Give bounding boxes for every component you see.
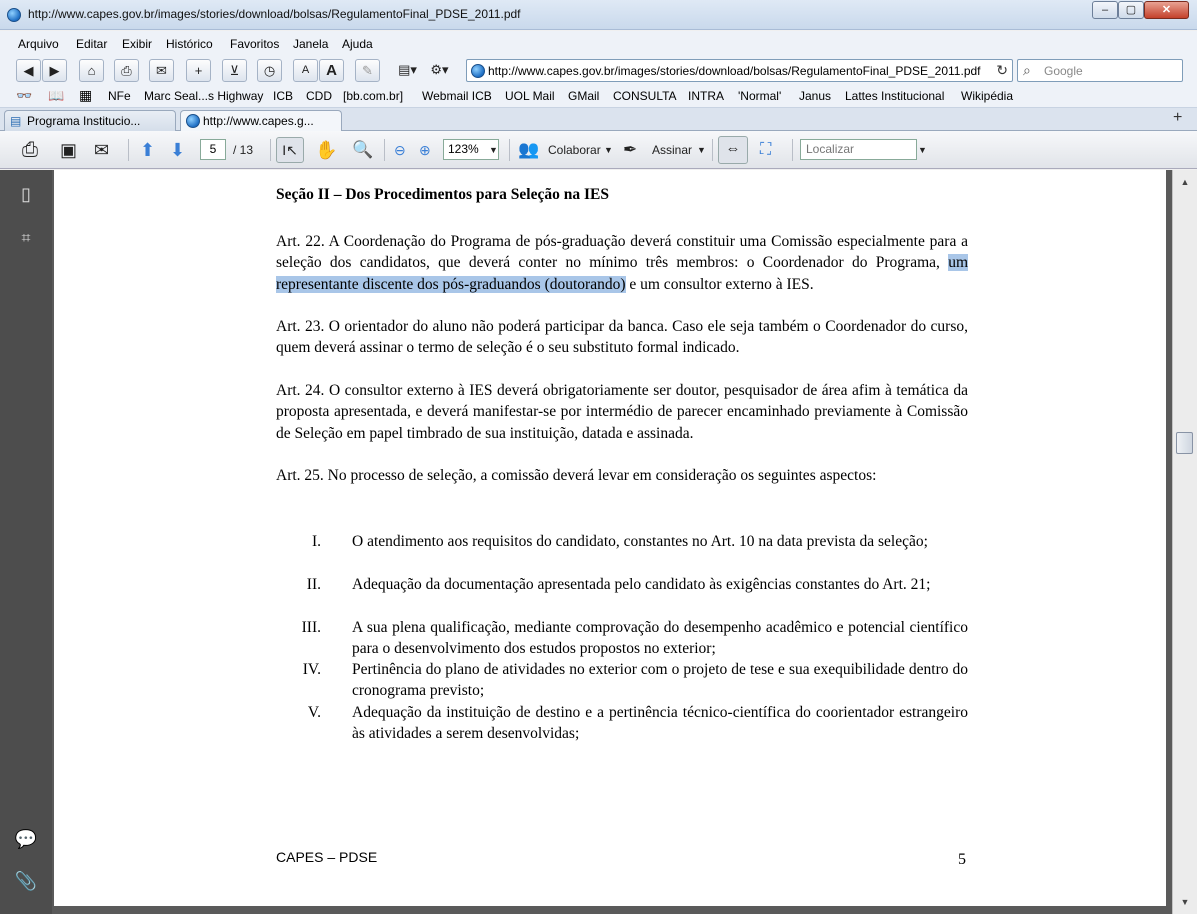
close-button[interactable]: ✕ — [1144, 1, 1189, 19]
article-22 — [276, 231, 968, 295]
bookmark-cdd[interactable]: CDD — [306, 89, 332, 103]
bookmark-webmail-icb[interactable]: Webmail ICB — [422, 89, 492, 103]
history-button[interactable] — [257, 59, 282, 82]
bookmark-button[interactable] — [222, 59, 247, 82]
grid-icon[interactable]: ▦ — [79, 87, 93, 103]
collaborate-dropdown-icon[interactable]: ▼ — [604, 145, 613, 155]
menu-favoritos[interactable]: Favoritos — [230, 37, 280, 51]
pdf-print-icon[interactable]: ⎙ — [22, 139, 38, 161]
mail-button[interactable] — [149, 59, 174, 82]
pdf-email-icon[interactable]: ✉ — [94, 140, 110, 160]
bookmark-intra[interactable]: INTRA — [688, 89, 724, 103]
bookmark-janus[interactable]: Janus — [799, 89, 832, 103]
mail-icon: ✉ — [156, 63, 167, 78]
bookmark-normal[interactable]: 'Normal' — [738, 89, 782, 103]
bookmarks-bar — [0, 86, 1197, 108]
print-button[interactable] — [114, 59, 139, 82]
scroll-up-icon[interactable]: ▲ — [1180, 177, 1190, 187]
menu-ajuda[interactable]: Ajuda — [342, 37, 373, 51]
find-input[interactable] — [800, 139, 917, 160]
search-input[interactable] — [1017, 59, 1183, 82]
previous-page-icon[interactable]: ⬆ — [140, 140, 156, 160]
tab-label: http://www.capes.g... — [203, 114, 314, 128]
bookmark-gmail[interactable]: GMail — [568, 89, 600, 103]
site-favicon-icon — [186, 114, 200, 128]
page-favicon-icon: ▤ — [10, 114, 22, 128]
pdf-sidebar — [0, 170, 52, 914]
menu-bar — [0, 31, 1197, 55]
book-icon[interactable]: 📖 — [48, 88, 65, 103]
bookmarks-panel-icon[interactable]: ⌗ — [21, 230, 31, 247]
tab-programa-institucional[interactable] — [4, 110, 176, 131]
marquee-zoom-icon[interactable]: 🔍 — [352, 140, 374, 159]
search-placeholder: Google — [1044, 64, 1083, 78]
collaborate-button[interactable]: Colaborar — [548, 143, 601, 157]
zoom-out-icon[interactable]: ⊖ — [394, 142, 406, 158]
bookmark-uol-mail[interactable]: UOL Mail — [505, 89, 555, 103]
zoom-value: 123% — [448, 142, 479, 156]
sign-dropdown-icon[interactable]: ▼ — [697, 145, 706, 155]
total-pages: / 13 — [233, 143, 254, 157]
home-button[interactable] — [79, 59, 104, 82]
scroll-down-icon[interactable]: ▼ — [1180, 897, 1190, 907]
list-item-text: Pertinência do plano de atividades no exterior com o projeto de tese e sua exequibilidade dentro do cronograma previsto; — [352, 661, 968, 700]
reload-icon[interactable]: ↻ — [996, 62, 1008, 78]
zoom-in-icon[interactable]: ⊕ — [419, 142, 431, 158]
window-title: http://www.capes.gov.br/images/stories/download/bolsas/RegulamentoFinal_PDSE_2011.pdf — [28, 7, 521, 21]
article-24: Art. 24. O consultor externo à IES deverá obrigatoriamente ser doutor, pesquisador de área afim à temática da proposta apresentada, e deverá manifestar-se por intermédio de parecer encaminhado previamente à Comissão de Seleção em papel timbrado de sua instituição, datada e assinada. — [276, 382, 968, 442]
zoom-dropdown-icon[interactable]: ▼ — [489, 145, 498, 155]
page-menu-button[interactable] — [395, 59, 420, 82]
bookmark-lattes[interactable]: Lattes Institucional — [845, 89, 945, 103]
page-icon: ▤▾ — [398, 62, 417, 77]
text-larger-button[interactable] — [319, 59, 344, 82]
find-dropdown-icon[interactable]: ▼ — [918, 145, 927, 155]
page-footer-number: 5 — [958, 851, 966, 868]
text-large-icon: A — [326, 62, 337, 79]
bookmark-tray-icon: ⊻ — [229, 63, 240, 78]
fit-width-icon[interactable]: ⇔ — [718, 136, 748, 164]
minimize-button[interactable]: ‒ — [1092, 1, 1118, 19]
sign-button[interactable]: Assinar — [652, 143, 693, 157]
list-item-number: I. — [311, 533, 321, 550]
article-22-text-end: e um consultor externo à IES. — [625, 275, 814, 293]
attachments-panel-icon[interactable]: 📎 — [14, 871, 38, 891]
scroll-thumb[interactable] — [1176, 432, 1193, 454]
forward-button[interactable] — [42, 59, 67, 82]
list-item-number: III. — [301, 619, 321, 636]
browser-icon — [7, 8, 21, 22]
find-placeholder: Localizar — [806, 142, 855, 156]
tab-label: Programa Institucio... — [27, 114, 141, 128]
tab-capes[interactable] — [180, 110, 342, 131]
page-footer-label: CAPES – PDSE — [276, 849, 378, 865]
menu-exibir[interactable]: Exibir — [122, 37, 153, 51]
url-text: http://www.capes.gov.br/images/stories/download/bolsas/RegulamentoFinal_PDSE_2011.pdf — [488, 64, 981, 78]
list-item-number: IV. — [302, 661, 321, 678]
tab-bar — [0, 108, 1197, 131]
bookmark-bb[interactable]: [bb.com.br] — [343, 89, 404, 103]
selected-text[interactable]: um representante discente dos pós-graduandos (doutorando) — [276, 254, 968, 293]
list-item-text: Adequação da instituição de destino e a pertinência técnico-científica do coorientador estrangeiro às atividades a serem desenvolvidas; — [352, 704, 968, 743]
list-item-number: V. — [307, 704, 321, 721]
pages-panel-icon[interactable]: ▯ — [21, 184, 31, 204]
maximize-button[interactable]: ▢ — [1118, 1, 1144, 19]
sign-pen-icon: ✒ — [623, 140, 638, 159]
reading-glasses-icon[interactable]: 👓 — [16, 88, 33, 103]
bookmark-icb[interactable]: ICB — [273, 89, 294, 103]
gear-icon: ⚙▾ — [430, 62, 449, 77]
new-tab-plus-icon[interactable]: + — [1173, 109, 1183, 126]
settings-button[interactable] — [427, 59, 452, 82]
back-arrow-icon: ◀ — [23, 63, 34, 78]
comments-panel-icon[interactable]: 💬 — [14, 829, 38, 849]
vertical-scrollbar[interactable] — [1172, 170, 1197, 914]
text-smaller-button[interactable] — [293, 59, 318, 82]
edit-button[interactable] — [355, 59, 380, 82]
pencil-icon: ✎ — [362, 63, 373, 78]
article-25: Art. 25. No processo de seleção, a comissão deverá levar em consideração os seguintes aspectos: — [276, 467, 877, 484]
menu-janela[interactable]: Janela — [293, 37, 329, 51]
hand-tool-icon[interactable]: ✋ — [315, 140, 338, 160]
clock-icon: ◷ — [263, 63, 276, 78]
menu-historico[interactable]: Histórico — [166, 37, 213, 51]
bookmark-marc-seal[interactable]: Marc Seal...s Highway — [144, 89, 264, 103]
next-page-icon[interactable]: ⬇ — [170, 140, 186, 160]
page-number-input[interactable]: 5 — [200, 139, 226, 160]
title-bar — [0, 0, 1197, 30]
section-heading: Seção II – Dos Procedimentos para Seleção na IES — [276, 186, 609, 203]
text-small-icon: A — [301, 64, 310, 76]
list-item-text: A sua plena qualificação, mediante comprovação do desempenho acadêmico e potencial científico para o desenvolvimento dos estudos propostos no exterior; — [352, 619, 968, 658]
forward-arrow-icon: ▶ — [49, 63, 60, 78]
address-bar[interactable] — [466, 59, 1013, 82]
pdf-toolbar — [0, 131, 1197, 169]
article-23: Art. 23. O orientador do aluno não poderá participar da banca. Caso ele seja também o Coordenador do curso, quem deverá assinar o termo de seleção é o seu substituto formal indicado. — [276, 318, 968, 357]
home-icon: ⌂ — [87, 63, 96, 78]
full-screen-icon[interactable]: ⛶ — [760, 141, 772, 158]
list-item-number: II. — [306, 576, 321, 593]
article-22-text: Art. 22. A Coordenação do Programa de pós-graduação deverá constituir uma Comissão especialmente para a seleção dos candidatos, que deverá conter no mínimo três membros: o Coordenador do Programa, — [276, 233, 968, 272]
list-item-text: Adequação da documentação apresentada pelo candidato às exigências constantes do Art. 21; — [352, 576, 931, 593]
collaborate-icon: 👥 — [518, 140, 540, 159]
menu-arquivo[interactable]: Arquivo — [18, 37, 59, 51]
plus-icon: + — [194, 63, 203, 78]
navigation-toolbar — [0, 55, 1197, 86]
printer-icon: ⎙ — [121, 63, 132, 78]
list-item-text: O atendimento aos requisitos do candidato, constantes no Art. 10 na data prevista da seleção; — [352, 533, 928, 550]
bookmark-consulta[interactable]: CONSULTA — [613, 89, 677, 103]
site-icon — [471, 64, 485, 78]
bookmark-nfe[interactable]: NFe — [108, 89, 131, 103]
bookmark-wikipedia[interactable]: Wikipédia — [961, 89, 1014, 103]
select-tool-icon[interactable]: I↖ — [276, 137, 304, 163]
back-button[interactable] — [16, 59, 41, 82]
search-icon: ⌕ — [1023, 62, 1031, 78]
menu-editar[interactable]: Editar — [76, 37, 108, 51]
pdf-save-icon[interactable]: ▣ — [60, 140, 78, 160]
new-tab-button[interactable] — [186, 59, 211, 82]
